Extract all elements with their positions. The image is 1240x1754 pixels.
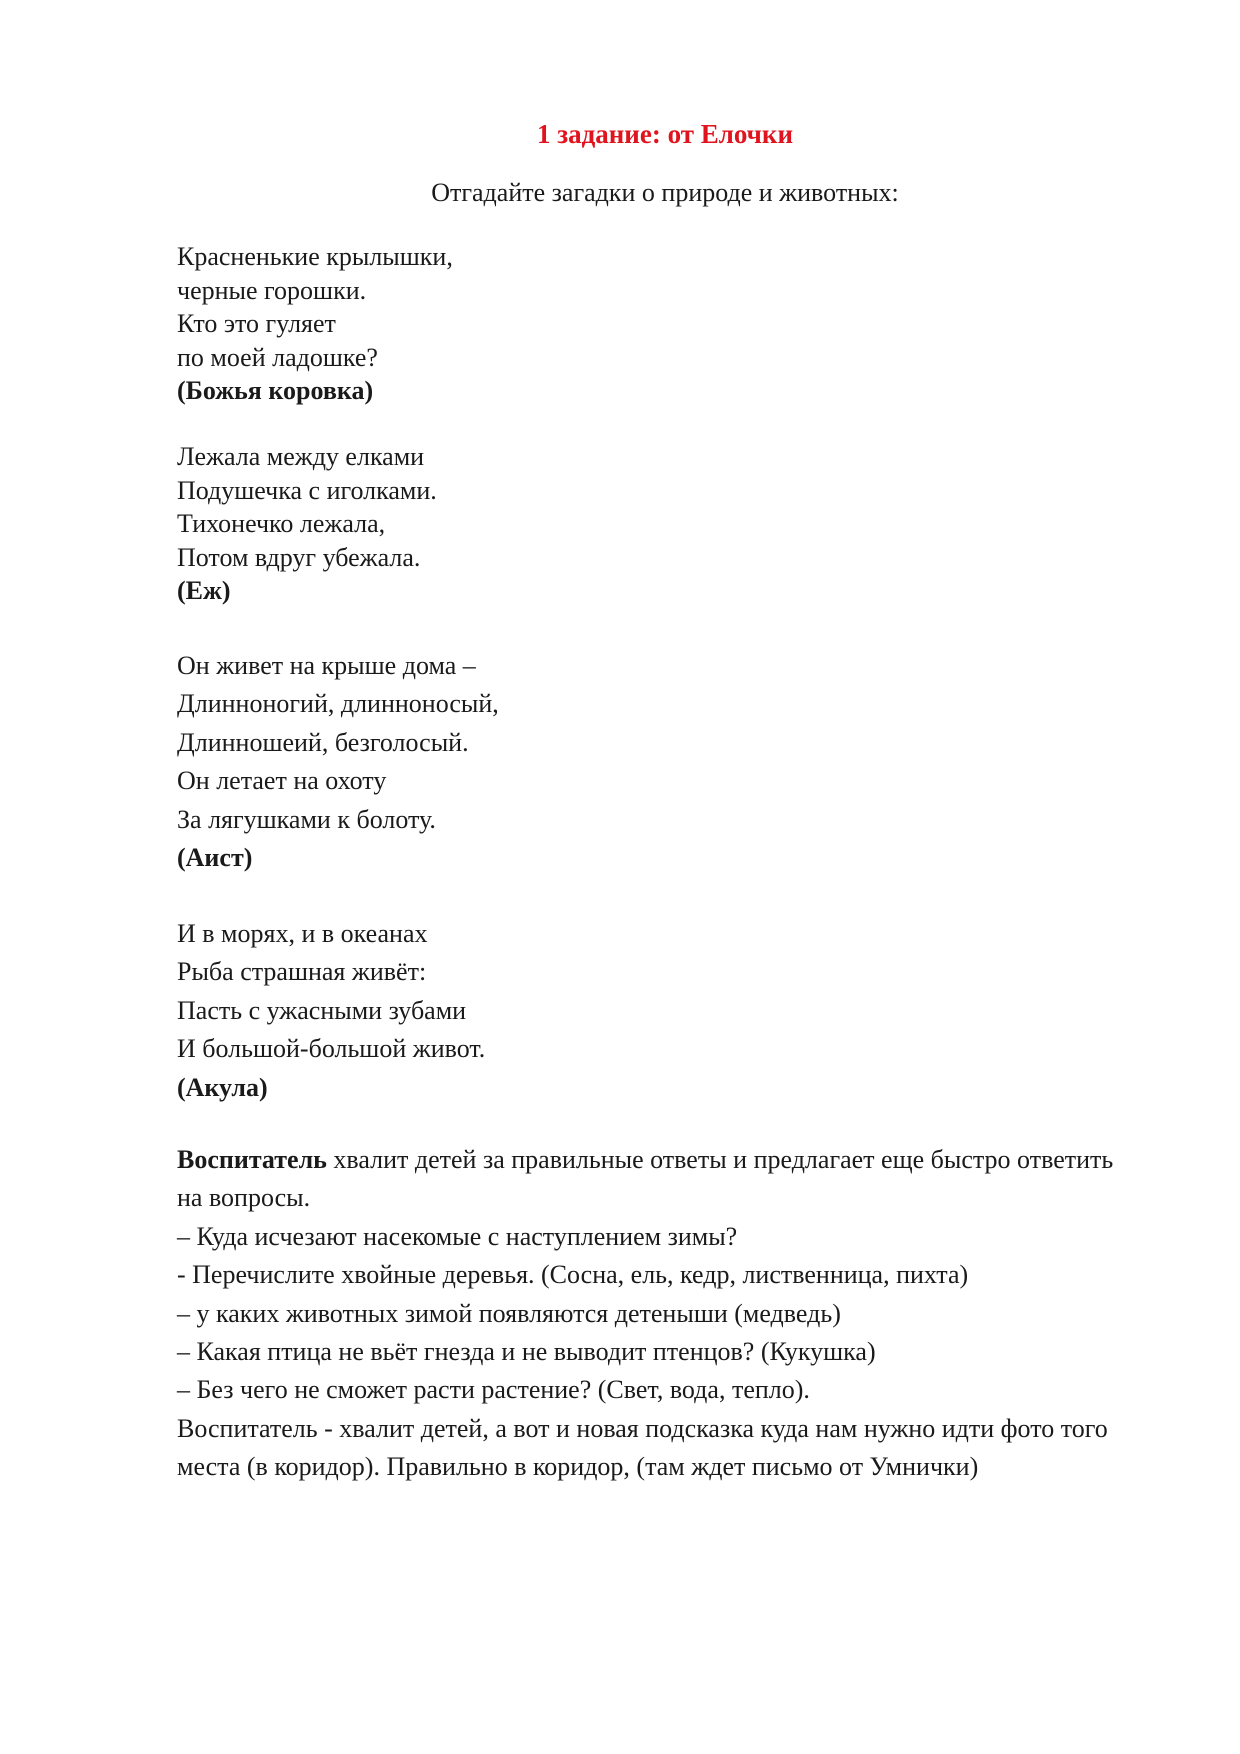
riddle-line: Подушечка с иголками. xyxy=(177,475,437,505)
riddle-line: Длинношеий, безголосый. xyxy=(177,727,469,757)
question-item: - Перечислите хвойные деревья. (Сосна, ель, кедр, лиственница, пихта) xyxy=(177,1260,969,1290)
riddle-line: За лягушками к болоту. xyxy=(177,804,436,834)
riddle-line: И большой-большой живот. xyxy=(177,1034,486,1064)
riddle-block xyxy=(177,440,437,608)
riddle-line: Лежала между елками xyxy=(177,442,425,471)
page-title: 1 задание: от Елочки xyxy=(536,119,794,149)
outro-section xyxy=(177,1141,1132,1487)
educator-label: Воспитатель xyxy=(177,1145,327,1174)
page-subtitle: Отгадайте загадки о природе и животных: xyxy=(431,178,899,207)
outro-closing: Воспитатель - хвалит детей, а вот и новая подсказка куда нам нужно идти фото того места (в коридор). Правильно в коридор, (там ждет письмо от Умнички) xyxy=(177,1413,1108,1482)
question-item: – Куда исчезают насекомые с наступлением зимы? xyxy=(177,1221,738,1251)
riddle-block xyxy=(177,647,499,877)
riddle-block xyxy=(177,240,453,408)
riddle-answer: (Божья коровка) xyxy=(177,376,374,406)
riddle-line: Потом вдруг убежала. xyxy=(177,542,421,572)
question-item: – у каких животных зимой появляются детеныши (медведь) xyxy=(177,1298,841,1328)
riddle-line: черные горошки. xyxy=(177,275,367,305)
riddle-line: И в морях, и в океанах xyxy=(177,919,428,948)
riddle-line: Кто это гуляет xyxy=(177,309,336,339)
riddle-answer: (Аист) xyxy=(177,843,253,873)
riddle-line: Длинноногий, длинноносый, xyxy=(177,689,499,719)
riddle-line: Тихонечко лежала, xyxy=(177,509,386,539)
riddle-line: Рыба страшная живёт: xyxy=(177,957,427,987)
outro-intro-text: хвалит детей за правильные ответы и предлагает еще быстро ответить на вопросы. xyxy=(177,1145,1114,1213)
outro-intro xyxy=(177,1141,1132,1218)
question-item: – Какая птица не вьёт гнезда и не выводит птенцов? (Кукушка) xyxy=(177,1337,876,1367)
riddle-line: по моей ладошке? xyxy=(177,342,378,372)
riddle-line: Он живет на крыше дома – xyxy=(177,651,476,680)
riddle-line: Пасть с ужасными зубами xyxy=(177,995,467,1025)
riddle-answer: (Акула) xyxy=(177,1072,268,1102)
riddle-line: Он летает на охоту xyxy=(177,766,387,796)
riddle-answer: (Еж) xyxy=(177,576,231,606)
question-item: – Без чего не сможет расти растение? (Свет, вода, тепло). xyxy=(177,1375,810,1405)
riddle-line: Красненькие крылышки, xyxy=(177,242,453,271)
riddle-block xyxy=(177,915,485,1107)
